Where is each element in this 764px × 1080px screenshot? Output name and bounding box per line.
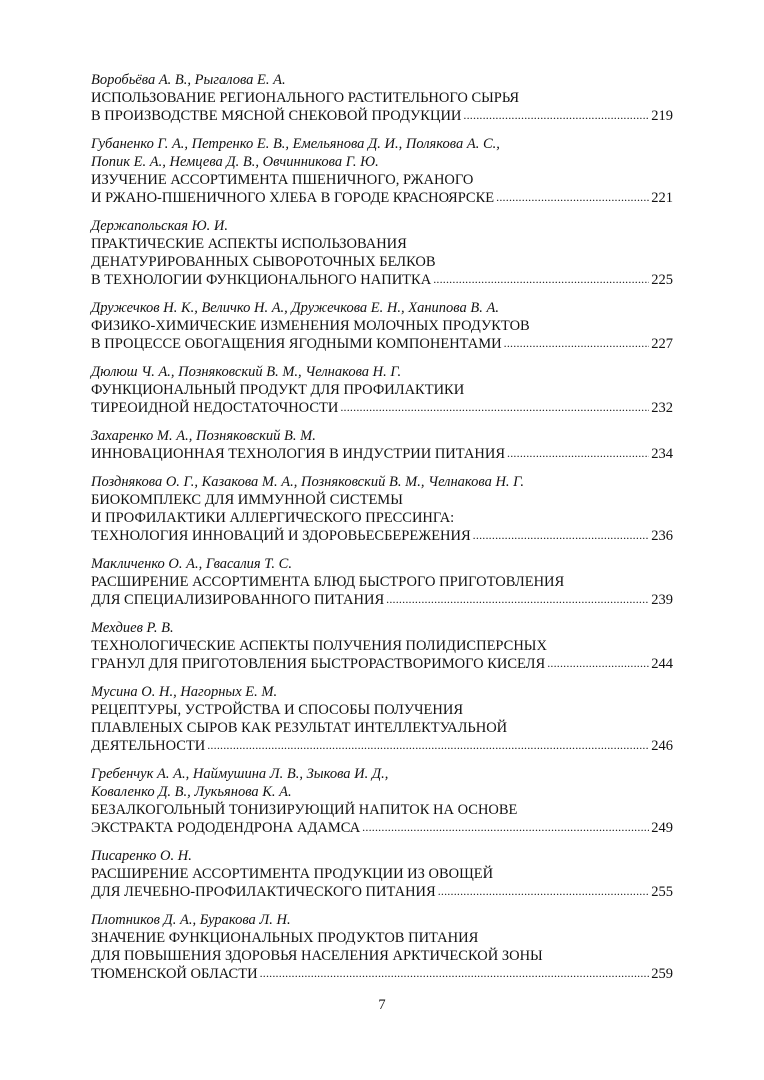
dot-leader [207, 736, 649, 754]
entry-title-last-line [91, 819, 673, 837]
dot-leader [433, 270, 649, 288]
table-of-contents [91, 71, 673, 993]
entry-title-line: ДЕЯТЕЛЬНОСТИ [91, 738, 206, 754]
entry-title-line: ПЛАВЛЕНЫХ СЫРОВ КАК РЕЗУЛЬТАТ ИНТЕЛЛЕКТУАЛЬНОЙ [91, 720, 508, 736]
entry-authors: Мусина О. Н., Нагорных Е. М. [91, 684, 278, 700]
entry-page-number: 225 [651, 272, 673, 288]
entry-title-last-line [91, 883, 673, 901]
entry-title-line: БЕЗАЛКОГОЛЬНЫЙ ТОНИЗИРУЮЩИЙ НАПИТОК НА ОСНОВЕ [91, 802, 518, 818]
entry-authors: Губаненко Г. А., Петренко Е. В., Емельянова Д. И., Полякова А. С., [91, 136, 500, 152]
entry-title-line: РЕЦЕПТУРЫ, УСТРОЙСТВА И СПОСОБЫ ПОЛУЧЕНИЯ [91, 702, 464, 718]
toc-entry [91, 619, 673, 673]
dot-leader [496, 188, 649, 206]
entry-title-line: ФИЗИКО-ХИМИЧЕСКИЕ ИЗМЕНЕНИЯ МОЛОЧНЫХ ПРОДУКТОВ [91, 318, 530, 334]
entry-title-last-line [91, 591, 673, 609]
entry-title-last-line [91, 965, 673, 983]
entry-title-last-line [91, 399, 673, 417]
toc-entry [91, 555, 673, 609]
toc-entry [91, 847, 673, 901]
page-number: 7 [378, 997, 386, 1013]
entry-authors: Мехдиев Р. В. [91, 620, 174, 636]
entry-title-last-line [91, 737, 673, 755]
entry-authors: Писаренко О. Н. [91, 848, 192, 864]
toc-entry [91, 683, 673, 755]
entry-title-line: В ПРОЦЕССЕ ОБОГАЩЕНИЯ ЯГОДНЫМИ КОМПОНЕНТАМИ [91, 336, 502, 352]
entry-authors: Держапольская Ю. И. [91, 218, 228, 234]
entry-title-last-line [91, 335, 673, 353]
toc-entry [91, 135, 673, 207]
entry-title-last-line [91, 107, 673, 125]
entry-title-last-line [91, 445, 673, 463]
entry-page-number: 246 [651, 738, 673, 754]
entry-title-line: БИОКОМПЛЕКС ДЛЯ ИММУННОЙ СИСТЕМЫ [91, 492, 403, 508]
entry-authors: Попик Е. А., Немцева Д. В., Овчинникова Г. Ю. [91, 154, 379, 170]
entry-title-line: ИСПОЛЬЗОВАНИЕ РЕГИОНАЛЬНОГО РАСТИТЕЛЬНОГО СЫРЬЯ [91, 90, 520, 106]
toc-entry [91, 299, 673, 353]
entry-authors: Плотников Д. А., Буракова Л. Н. [91, 912, 291, 928]
entry-page-number: 259 [651, 966, 673, 982]
entry-title-line: ТЮМЕНСКОЙ ОБЛАСТИ [91, 966, 258, 982]
dot-leader [547, 654, 649, 672]
entry-title-last-line [91, 271, 673, 289]
entry-title-line: ИННОВАЦИОННАЯ ТЕХНОЛОГИЯ В ИНДУСТРИИ ПИТАНИЯ [91, 446, 506, 462]
entry-title-line: ДЛЯ ПОВЫШЕНИЯ ЗДОРОВЬЯ НАСЕЛЕНИЯ АРКТИЧЕСКОЙ ЗОНЫ [91, 948, 543, 964]
entry-title-line: В ПРОИЗВОДСТВЕ МЯСНОЙ СНЕКОВОЙ ПРОДУКЦИИ [91, 108, 462, 124]
entry-page-number: 249 [651, 820, 673, 836]
dot-leader [340, 398, 649, 416]
entry-title-line: ЗНАЧЕНИЕ ФУНКЦИОНАЛЬНЫХ ПРОДУКТОВ ПИТАНИЯ [91, 930, 479, 946]
entry-title-line: ТИРЕОИДНОЙ НЕДОСТАТОЧНОСТИ [91, 400, 339, 416]
dot-leader [438, 882, 650, 900]
entry-page-number: 244 [651, 656, 673, 672]
entry-page-number: 232 [651, 400, 673, 416]
toc-entry [91, 363, 673, 417]
entry-title-line: ТЕХНОЛОГИЧЕСКИЕ АСПЕКТЫ ПОЛУЧЕНИЯ ПОЛИДИСПЕРСНЫХ [91, 638, 547, 654]
toc-entry [91, 427, 673, 463]
entry-authors: Гребенчук А. А., Наймушина Л. В., Зыкова И. Д., [91, 766, 389, 782]
entry-authors: Дружечков Н. К., Величко Н. А., Дружечкова Е. Н., Ханипова В. А. [91, 300, 499, 316]
toc-entry [91, 217, 673, 289]
entry-title-line: РАСШИРЕНИЕ АССОРТИМЕНТА БЛЮД БЫСТРОГО ПРИГОТОВЛЕНИЯ [91, 574, 565, 590]
entry-title-line: ТЕХНОЛОГИЯ ИННОВАЦИЙ И ЗДОРОВЬЕСБЕРЕЖЕНИЯ [91, 528, 471, 544]
entry-title-line: ПРАКТИЧЕСКИЕ АСПЕКТЫ ИСПОЛЬЗОВАНИЯ [91, 236, 407, 252]
entry-page-number: 221 [651, 190, 673, 206]
entry-title-last-line [91, 527, 673, 545]
entry-authors: Макличенко О. А., Гвасалия Т. С. [91, 556, 292, 572]
entry-title-line: ДЛЯ СПЕЦИАЛИЗИРОВАННОГО ПИТАНИЯ [91, 592, 385, 608]
entry-title-line: ДЛЯ ЛЕЧЕБНО-ПРОФИЛАКТИЧЕСКОГО ПИТАНИЯ [91, 884, 436, 900]
dot-leader [507, 444, 649, 462]
entry-authors: Позднякова О. Г., Казакова М. А., Позняковский В. М., Челнакова Н. Г. [91, 474, 524, 490]
entry-page-number: 239 [651, 592, 673, 608]
dot-leader [260, 964, 650, 982]
entry-authors: Воробьёва А. В., Рыгалова Е. А. [91, 72, 286, 88]
entry-title-line: В ТЕХНОЛОГИИ ФУНКЦИОНАЛЬНОГО НАПИТКА [91, 272, 432, 288]
entry-page-number: 234 [651, 446, 673, 462]
entry-title-last-line [91, 655, 673, 673]
entry-page-number: 236 [651, 528, 673, 544]
dot-leader [386, 590, 649, 608]
entry-title-line: И ПРОФИЛАКТИКИ АЛЛЕРГИЧЕСКОГО ПРЕССИНГА: [91, 510, 455, 526]
dot-leader [504, 334, 650, 352]
entry-title-line: ЭКСТРАКТА РОДОДЕНДРОНА АДАМСА [91, 820, 361, 836]
toc-entry [91, 765, 673, 837]
entry-title-line: РАСШИРЕНИЕ АССОРТИМЕНТА ПРОДУКЦИИ ИЗ ОВОЩЕЙ [91, 866, 494, 882]
entry-page-number: 219 [651, 108, 673, 124]
entry-authors: Коваленко Д. В., Лукьянова К. А. [91, 784, 292, 800]
entry-title-line: ИЗУЧЕНИЕ АССОРТИМЕНТА ПШЕНИЧНОГО, РЖАНОГО [91, 172, 474, 188]
entry-title-last-line [91, 189, 673, 207]
toc-entry [91, 911, 673, 983]
entry-authors: Дюлюш Ч. А., Позняковский В. М., Челнакова Н. Г. [91, 364, 402, 380]
entry-title-line: ФУНКЦИОНАЛЬНЫЙ ПРОДУКТ ДЛЯ ПРОФИЛАКТИКИ [91, 382, 465, 398]
entry-title-line: ДЕНАТУРИРОВАННЫХ СЫВОРОТОЧНЫХ БЕЛКОВ [91, 254, 436, 270]
toc-entry [91, 71, 673, 125]
dot-leader [463, 106, 649, 124]
entry-authors: Захаренко М. А., Позняковский В. М. [91, 428, 316, 444]
entry-title-line: ГРАНУЛ ДЛЯ ПРИГОТОВЛЕНИЯ БЫСТРОРАСТВОРИМОГО КИСЕЛЯ [91, 656, 546, 672]
toc-entry [91, 473, 673, 545]
dot-leader [473, 526, 650, 544]
entry-page-number: 255 [651, 884, 673, 900]
entry-title-line: И РЖАНО-ПШЕНИЧНОГО ХЛЕБА В ГОРОДЕ КРАСНОЯРСКЕ [91, 190, 495, 206]
entry-page-number: 227 [651, 336, 673, 352]
dot-leader [362, 818, 649, 836]
